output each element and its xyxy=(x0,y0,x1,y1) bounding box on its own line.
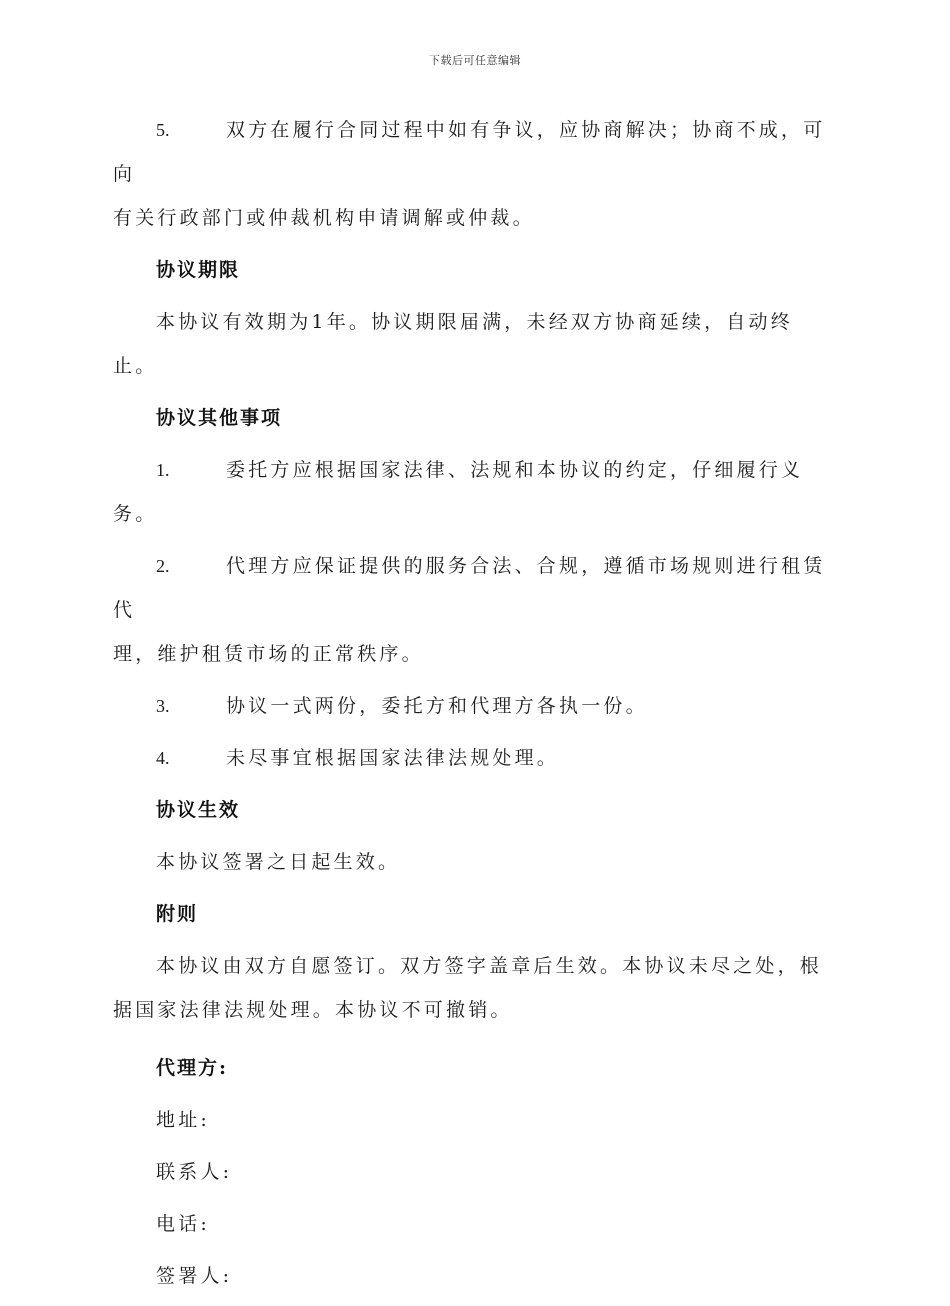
agent-signatory-field: 签署人: xyxy=(156,1265,233,1287)
item-text: 协议一式两份，委托方和代理方各执一份。 xyxy=(226,695,648,717)
document-body xyxy=(113,108,833,1306)
clause-5 xyxy=(113,108,833,196)
item-text: 委托方应根据国家法律、法规和本协议的约定，仔细履行义务。 xyxy=(113,459,804,525)
section-heading-other-matters: 协议其他事项 xyxy=(156,407,283,429)
section-heading-agent: 代理方: xyxy=(156,1057,229,1079)
item-text-first-line: 代理方应保证提供的服务合法、合规，遵循市场规则进行租赁代 xyxy=(113,555,826,621)
item-text: 未尽事宜根据国家法律法规处理。 xyxy=(226,747,560,769)
agent-address-field: 地址: xyxy=(156,1109,211,1131)
term-body: 本协议有效期为1年。协议期限届满，未经双方协商延续，自动终止。 xyxy=(113,311,793,377)
clause-text-first-line: 双方在履行合同过程中如有争议，应协商解决；协商不成，可向 xyxy=(113,119,826,185)
list-item xyxy=(113,448,833,536)
section-heading-effective: 协议生效 xyxy=(156,799,241,821)
effective-body: 本协议签署之日起生效。 xyxy=(156,851,401,873)
item-number: 2. xyxy=(156,556,170,576)
clause-number: 5. xyxy=(156,120,170,140)
list-item xyxy=(113,684,833,728)
section-heading-supplementary: 附则 xyxy=(156,903,199,925)
page-header: 下载后可任意编辑 xyxy=(429,54,521,67)
agent-contact-field: 联系人: xyxy=(156,1161,233,1183)
item-number: 4. xyxy=(156,748,170,768)
item-2-continuation: 理，维护租赁市场的正常秩序。 xyxy=(113,643,424,665)
item-number: 3. xyxy=(156,696,170,716)
list-item xyxy=(113,544,833,632)
item-number: 1. xyxy=(156,460,170,480)
agent-phone-field: 电话: xyxy=(156,1213,211,1235)
supplementary-body: 本协议由双方自愿签订。双方签字盖章后生效。本协议未尽之处，根据国家法律法规处理。本协议不可撤销。 xyxy=(113,955,823,1021)
clause-5-continuation: 有关行政部门或仲裁机构申请调解或仲裁。 xyxy=(113,207,535,229)
section-heading-term: 协议期限 xyxy=(156,259,241,281)
list-item xyxy=(113,736,833,780)
